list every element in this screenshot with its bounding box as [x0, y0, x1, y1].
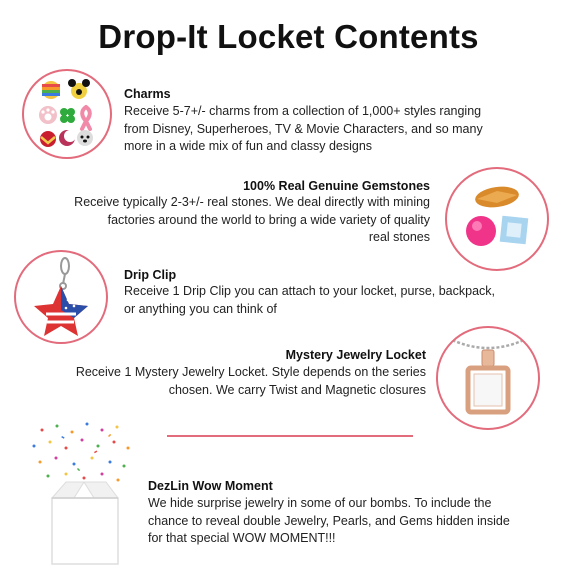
charms-collection-icon [24, 71, 110, 157]
gems-description [30, 194, 430, 247]
drip-clip-heading: Drip Clip [124, 268, 177, 282]
charms-heading: Charms [124, 87, 171, 101]
star-drip-clip-icon [16, 252, 106, 342]
locket-line: chosen. We carry Twist and Magnetic closures [168, 382, 426, 397]
confetti-box-image [22, 418, 142, 568]
drip-clip-line: Receive 1 Drip Clip you can attach to your locket, purse, backpack, [124, 284, 496, 298]
gems-heading: 100% Real Genuine Gemstones [243, 179, 430, 193]
gems-line: factories around the world to bring a wide variety of quality [107, 212, 430, 227]
charms-line: Receive 5-7+/- charms from a collection of 1,000+ styles ranging [124, 104, 482, 118]
locket-image [436, 326, 540, 430]
wow-line: for that special WOW MOMENT!!! [148, 531, 336, 545]
gems-line: Receive typically 2-3+/- real stones. We deal directly with mining [74, 195, 430, 209]
wow-line: We hide surprise jewelry in some of our bombs. To include the [148, 496, 492, 510]
charms-description [124, 103, 544, 156]
gemstones-image [445, 167, 549, 271]
drip-clip-line: or anything you can think of [124, 301, 277, 316]
gems-line: real stones [368, 230, 430, 244]
wow-line: chance to reveal double Jewelry, Pearls, and Gems hidden inside [148, 513, 510, 528]
charms-line: more in a wide mix of fun and classy designs [124, 139, 373, 153]
page-title: Drop-It Locket Contents [98, 18, 479, 55]
locket-line: Receive 1 Mystery Jewelry Locket. Style depends on the series [75, 365, 426, 379]
wow-description [148, 495, 558, 548]
charms-line: from Disney, Superheroes, TV & Movie Characters, and so many [124, 121, 483, 136]
locket-heading: Mystery Jewelry Locket [285, 348, 426, 362]
locket-pendant-icon [438, 328, 538, 428]
section-divider [167, 435, 413, 437]
drip-clip-description [124, 283, 554, 318]
charms-image [22, 69, 112, 159]
gemstones-icon [447, 169, 547, 269]
locket-description [30, 364, 426, 399]
wow-heading: DezLin Wow Moment [148, 479, 273, 493]
drip-clip-image [14, 250, 108, 344]
confetti-box-icon [22, 418, 142, 568]
